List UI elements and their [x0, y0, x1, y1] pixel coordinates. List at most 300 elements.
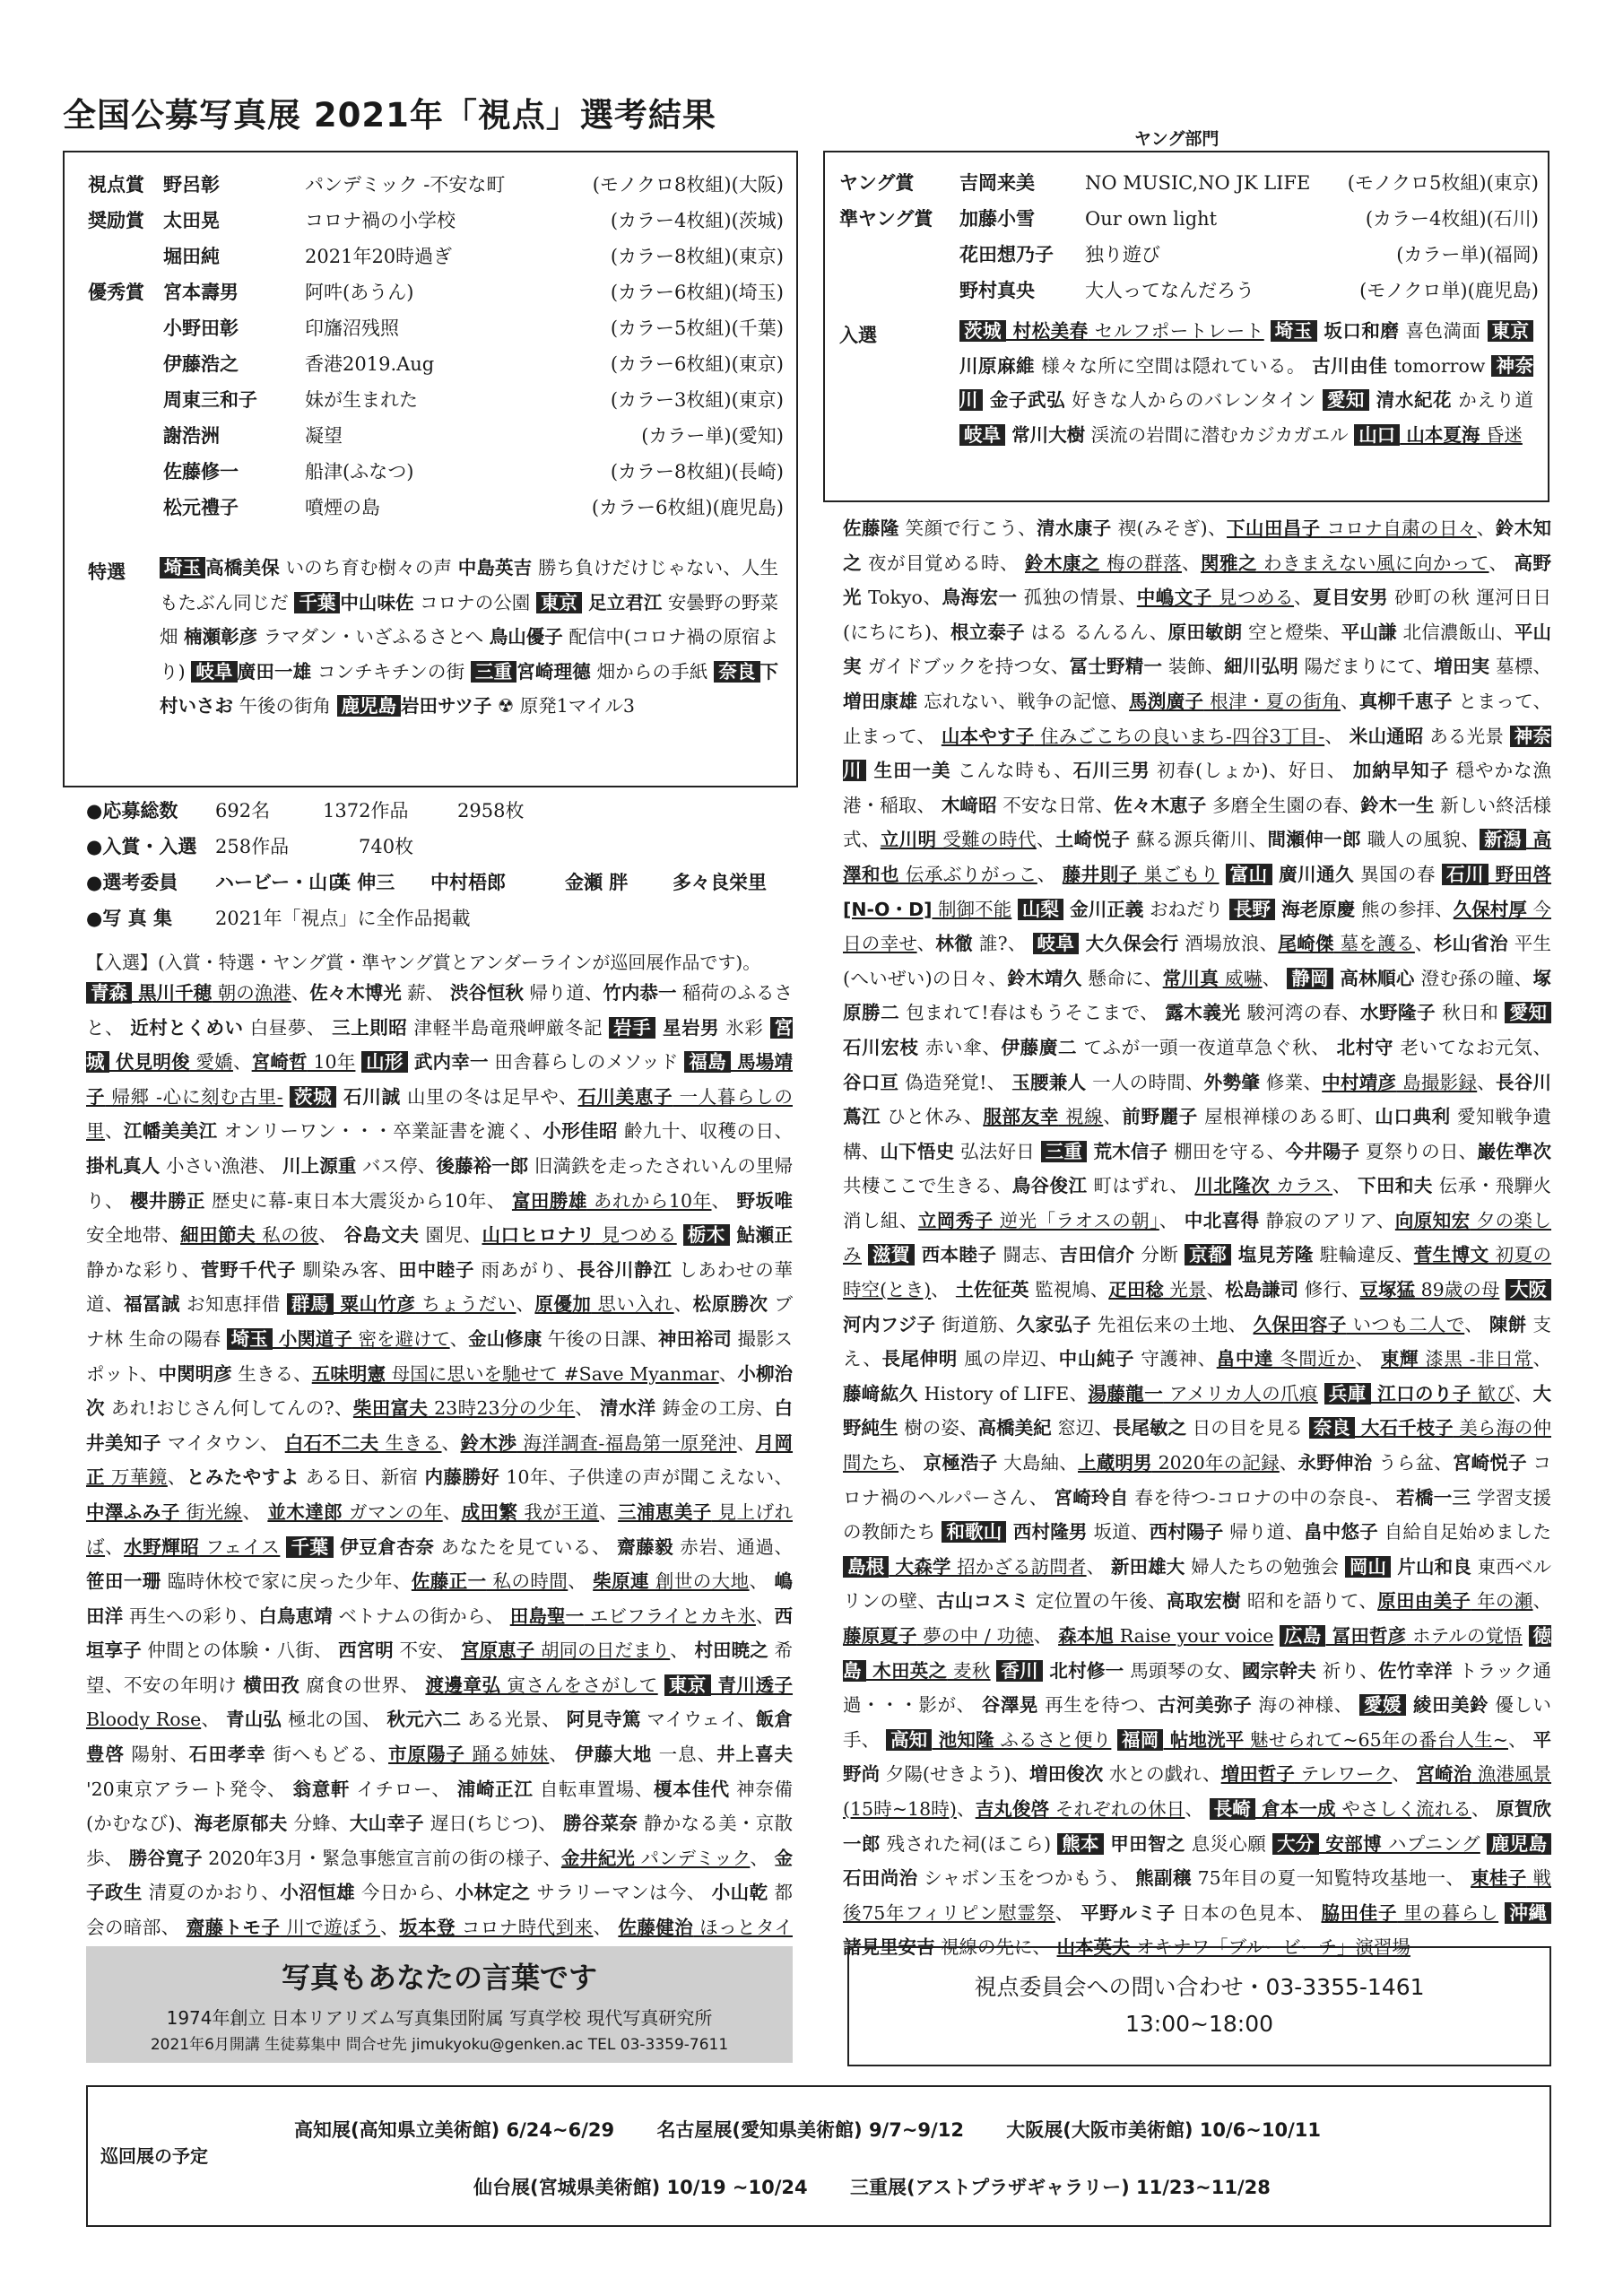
text-fragment: 撮影スポット、: [86, 1327, 793, 1385]
photographer-name: 石田孝幸: [188, 1744, 266, 1766]
text-fragment: マイタウン、: [161, 1431, 285, 1454]
work-title-touring: 川で遊ぼう: [280, 1917, 381, 1939]
photographer-name: 近村とくめい: [130, 1016, 244, 1039]
award-work: パンデミック -不安な町: [305, 174, 506, 196]
photographer-name: 増田俊次: [1029, 1763, 1104, 1786]
work-title-touring: 美ら海の仲間たち: [843, 1417, 1551, 1474]
work-title-touring: それぞれの休日: [1049, 1797, 1185, 1820]
text-fragment: 初春(しょか)、好日、: [1150, 760, 1353, 782]
photographer-name: 中島英吉: [457, 557, 533, 578]
prefecture-badge: 茨城: [290, 1086, 336, 1108]
prefecture-badge: 大阪: [1506, 1279, 1551, 1300]
photographer-name-touring: 疋田稔: [1108, 1279, 1164, 1301]
photographer-name-touring: 東輝: [1380, 1348, 1419, 1370]
text-fragment: [1219, 864, 1226, 885]
text-fragment: 婦人たちの勉強会: [1185, 1555, 1345, 1578]
text-fragment: 棚田を守る、: [1167, 1140, 1286, 1162]
photographer-name-touring: 馬渕廣子: [1129, 690, 1204, 712]
photographer-name-touring: 久保村厚: [1453, 898, 1527, 920]
text-fragment: 静寂のアリア、: [1259, 1209, 1395, 1231]
photographer-name: 新田雄大: [1110, 1555, 1185, 1578]
photographer-name: 中関明彦: [158, 1362, 232, 1385]
photographer-name-touring: 倉本一成: [1254, 1797, 1336, 1820]
photographer-name: 北村修一: [1042, 1659, 1124, 1682]
photographer-name: 白鳥恵靖: [258, 1605, 333, 1627]
photographer-name-touring: 鈴木康之: [1024, 552, 1100, 574]
award-name: 松元禮子: [163, 497, 239, 518]
photographer-name: 楠瀬彰彦: [184, 626, 258, 648]
text-fragment: 空と燈柴、: [1242, 621, 1341, 643]
text-fragment: 笑顔で行こう、: [898, 517, 1037, 539]
photographer-name: 増田康雄: [843, 690, 918, 712]
stat-label: ●応募総数: [86, 800, 178, 822]
photographer-name: 生田一美: [866, 760, 951, 782]
text-fragment: 今日から、: [355, 1882, 456, 1904]
award-row: [65, 274, 796, 310]
award-info: (カラー3枚組)(東京): [610, 389, 784, 411]
photographer-name-touring: 江口のり子: [1370, 1382, 1471, 1405]
text-fragment: 街道筋、: [935, 1313, 1017, 1335]
text-fragment: 愛知戦争遺構、: [843, 1106, 1551, 1162]
photographer-name-touring: 川北隆次: [1194, 1175, 1271, 1197]
text-fragment: 定位置の午後、: [1029, 1590, 1167, 1613]
text-fragment: 、: [931, 1279, 956, 1301]
prefecture-badge: 岩手: [609, 1017, 655, 1039]
prefecture-badge: 鹿児島: [337, 695, 402, 717]
photographer-name: 西村陽子: [1149, 1521, 1224, 1544]
work-title-touring: アメリカ人の爪痕: [1163, 1382, 1318, 1405]
prefecture-badge: 愛知: [1323, 389, 1369, 411]
text-fragment: 、: [1055, 1901, 1081, 1924]
text-fragment: 生きる、: [231, 1362, 312, 1385]
award-award: 視点賞: [88, 174, 144, 196]
photographer-name-touring: 尾崎傑: [1278, 933, 1334, 955]
text-fragment: 大島紬、: [997, 1452, 1078, 1474]
text-fragment: [1011, 899, 1018, 920]
photographer-name: 櫻井勝正: [130, 1189, 205, 1212]
photographer-name: 杉山省治: [1433, 933, 1508, 955]
photographer-name: 大久保会行: [1079, 933, 1179, 955]
award-info: (カラー4枚組)(茨城): [610, 210, 784, 231]
photographer-name-touring: 富田勝雄: [511, 1189, 587, 1212]
work-title-touring: 戦後75年フィリピン慰霊祭: [843, 1867, 1552, 1924]
award-row: [65, 454, 796, 490]
stats-block: [63, 789, 798, 946]
text-fragment: 、: [1532, 1590, 1552, 1613]
text-fragment: かえり道: [1452, 389, 1534, 412]
text-fragment: 蘇る源兵衛川、: [1130, 829, 1268, 851]
photographer-name-touring: 佐藤健治: [618, 1917, 694, 1939]
stat-value: ハービー・山口: [215, 872, 347, 893]
text-fragment: 安全地帯、: [86, 1224, 181, 1247]
photographer-name: 藤﨑紘久: [843, 1382, 918, 1405]
prefecture-badge: 福岡: [1117, 1729, 1163, 1751]
work-title-touring: 招かざる訪問者: [950, 1555, 1087, 1578]
award-row: [825, 237, 1548, 273]
work-title-touring: 根津・夏の街角: [1203, 690, 1341, 712]
text-fragment: 装飾、: [1162, 656, 1225, 678]
award-row: [825, 273, 1548, 309]
prefecture-badge: 三重: [471, 661, 516, 683]
text-fragment: 駿河湾の春、: [1240, 1002, 1360, 1024]
text-fragment: [658, 1674, 664, 1696]
prefecture-badge: 宮城: [86, 1016, 793, 1074]
prose-paragraph: [959, 314, 1533, 452]
photographer-name-touring: 金井紀光: [560, 1847, 635, 1869]
photographer-name: 小林定之: [455, 1882, 531, 1904]
work-title-touring: 年の瀬: [1471, 1590, 1533, 1613]
award-work: 噴煙の島: [305, 497, 380, 518]
text-fragment: [1523, 1625, 1529, 1647]
work-title-touring: 私の彼: [256, 1224, 319, 1247]
text-fragment: 海の神様、: [1252, 1694, 1359, 1717]
prefecture-badge: 岐阜: [1033, 933, 1080, 954]
photographer-name: 諸見里安吉: [843, 1936, 935, 1959]
young-section-title: ヤング部門: [1134, 129, 1219, 149]
text-fragment: 街へもどる、: [265, 1744, 389, 1766]
photographer-name: 塩見芳隆: [1231, 1244, 1314, 1266]
text-fragment: 、: [167, 1466, 187, 1489]
work-title-touring: テレワーク: [1294, 1763, 1393, 1786]
awards-box: [63, 151, 798, 787]
photographer-name: 原田敏朗: [1167, 621, 1243, 643]
photographer-name: 笹田一珊: [86, 1570, 161, 1593]
photographer-name-touring: 大石千枝子: [1354, 1417, 1454, 1439]
work-title-touring: ハプニング: [1382, 1832, 1480, 1855]
photographer-name: 翁意軒: [292, 1778, 351, 1800]
work-title-touring: 朝の漁港: [212, 982, 291, 1004]
tokusen-text: [160, 551, 778, 724]
text-fragment: 監視鳩、: [1028, 1279, 1109, 1301]
text-fragment: 、: [516, 1293, 535, 1316]
work-title-touring: 海洋調査-福島第一原発沖: [516, 1431, 737, 1454]
photographer-name-touring: 藤井則子: [1062, 863, 1138, 885]
text-fragment: 様々な所に空間は隠れている。: [1035, 354, 1313, 377]
photographer-name: 外勢肇: [1203, 1071, 1261, 1093]
work-title-touring: ガマンの年: [343, 1500, 443, 1523]
text-fragment: 馬頭琴の女、: [1124, 1659, 1242, 1682]
work-title-touring: 我が王道: [517, 1500, 600, 1523]
prefecture-badge: 東京: [536, 592, 582, 613]
text-fragment: てふが一頭一夜道草急ぐ秋、: [1077, 1036, 1337, 1058]
photographer-name: 鈴木一生: [1360, 794, 1435, 816]
text-fragment: 、: [1355, 1348, 1381, 1370]
text-fragment: ひと休み、: [881, 1106, 984, 1128]
photographer-name: 鮎瀬正: [729, 1224, 794, 1247]
work-title-touring: いつも二人で: [1346, 1313, 1465, 1335]
photographer-name: 荒木信子: [1087, 1140, 1168, 1162]
text-fragment: 帰り道、: [1223, 1521, 1305, 1544]
photographer-name: 福冨誠: [123, 1293, 180, 1316]
text-fragment: 屋根禅様のある町、: [1197, 1106, 1376, 1128]
prefecture-badge: 山口: [1354, 424, 1400, 446]
text-fragment: ベトナムの街から、: [332, 1605, 510, 1627]
photographer-name: 久家弘子: [1016, 1313, 1092, 1335]
stat-label: ●入賞・入選: [86, 836, 197, 857]
stat-value: 740枚: [359, 836, 414, 857]
work-title-touring: 10年: [307, 1051, 356, 1074]
photographer-name: 露木義光: [1165, 1002, 1241, 1024]
award-row: [65, 346, 796, 382]
text-fragment: 新しい終活様式、: [843, 794, 1551, 851]
photographer-name: 浦崎正江: [456, 1778, 534, 1800]
prefecture-badge: 京都: [1185, 1244, 1231, 1265]
text-fragment: おねだり: [1143, 898, 1229, 920]
stat-value: 258作品: [215, 836, 290, 857]
text-fragment: 馴染み客、: [296, 1258, 399, 1281]
text-fragment: 秋日和: [1436, 1002, 1506, 1024]
stat-row: [63, 796, 798, 829]
text-fragment: 、: [1279, 1452, 1298, 1474]
text-fragment: 神奈備(かむなび)、: [86, 1778, 794, 1835]
photographer-name: 清水紀花: [1369, 389, 1453, 412]
text-fragment: 、: [956, 1797, 976, 1820]
photographer-name: 加納早知子: [1352, 760, 1450, 782]
photographer-name: 土佐征英: [955, 1279, 1029, 1301]
text-fragment: 、: [1181, 552, 1201, 574]
text-fragment: 鋳金の工房、: [655, 1397, 775, 1420]
text-fragment: 赤岩、通過、: [673, 1535, 794, 1558]
photographer-name: 飯倉豊啓: [86, 1709, 793, 1766]
award-work: 阿吽(あうん): [305, 282, 414, 303]
text-fragment: [677, 1224, 683, 1246]
prefecture-badge: 島根: [843, 1556, 889, 1578]
photographer-name: 星岩男: [655, 1016, 720, 1039]
prefecture-badge: 富山: [1226, 864, 1272, 885]
work-title-touring: やさしく流れる: [1335, 1797, 1471, 1820]
photographer-name-touring: 村松美春: [1006, 320, 1089, 342]
work-title-touring: ふるさと便り: [994, 1728, 1112, 1751]
prose-paragraph: [160, 551, 778, 724]
text-fragment: Tokyo、: [862, 587, 942, 609]
award-work: 独り遊び: [1085, 244, 1160, 265]
text-fragment: 旧満鉄を走ったされいんの里帰り、: [86, 1154, 794, 1212]
prefecture-badge: 千葉: [294, 592, 340, 613]
prefecture-badge: 長野: [1229, 899, 1275, 920]
school-ad-heading: 写真もあなたの言葉です: [281, 1961, 597, 1995]
text-fragment: 、: [441, 1431, 461, 1454]
award-row: [65, 382, 796, 418]
photographer-name: 川上源重: [282, 1154, 357, 1177]
work-title-touring: Bloody Rose: [86, 1709, 202, 1731]
tour-nagoya: 名古屋展(愛知県美術館) 9/7~9/12: [656, 2119, 964, 2141]
text-fragment: 分蜂、: [287, 1813, 350, 1835]
text-fragment: あなたを見ている、: [434, 1535, 618, 1558]
text-fragment: 清夏のかおり、: [142, 1882, 281, 1904]
text-fragment: 職人の風貌、: [1360, 829, 1480, 851]
text-fragment: 薪、: [401, 982, 450, 1004]
work-title-touring: 視線: [1058, 1106, 1104, 1128]
text-fragment: 闘志、: [996, 1244, 1060, 1266]
photographer-name: 冨士野精一: [1069, 656, 1163, 678]
photographer-name: 小柳治次: [86, 1362, 794, 1420]
text-fragment: 多磨全生園の春、: [1206, 794, 1361, 816]
stat-value: 多々良栄里: [673, 872, 767, 893]
text-fragment: 砂町の秋 運河日日(にちにち)、: [843, 587, 1551, 643]
photographer-name-touring: 中澤ふみ子: [86, 1500, 180, 1523]
work-title-touring: 万華鏡: [104, 1466, 168, 1489]
text-fragment: 、: [718, 1362, 738, 1385]
text-fragment: 腐食の世界、: [299, 1674, 426, 1696]
photographer-name: 永野伸治: [1298, 1452, 1373, 1474]
photographer-name: 吉田信介: [1059, 1244, 1135, 1266]
work-title-touring: ホテルの覚悟: [1406, 1625, 1523, 1647]
tour-sendai: 仙台展(宮城県美術館) 10/19 ~10/24: [473, 2177, 808, 2198]
award-name: 宮本壽男: [163, 282, 239, 303]
work-title-touring: コロナ自粛の日々: [1320, 517, 1477, 539]
text-fragment: 不安、: [393, 1639, 461, 1662]
work-title-touring: 愛嬌: [189, 1051, 233, 1074]
prefecture-badge: 東京: [664, 1674, 711, 1696]
text-fragment: 異国の春: [1354, 863, 1442, 885]
work-title-touring: わきまえない風に向かって: [1256, 552, 1489, 574]
photographer-name: 清水康子: [1037, 517, 1112, 539]
photographer-name-touring: 石川美恵子: [577, 1085, 673, 1108]
text-fragment: 平生(へいぜい)の日々、: [843, 933, 1552, 989]
work-title-touring: 街光線: [179, 1500, 243, 1523]
photographer-name: 鳥海宏一: [942, 587, 1018, 609]
text-fragment: ある日、新宿: [299, 1466, 425, 1489]
text-fragment: 、: [711, 1189, 737, 1212]
work-title-touring: あれから10年: [586, 1189, 712, 1212]
photographer-name: 秋元六二: [386, 1709, 462, 1731]
text-fragment: 水との戯れ、: [1103, 1763, 1221, 1786]
photographer-name-touring: 伏見明俊: [108, 1051, 190, 1074]
text-fragment: 遅日(ちじつ)、: [423, 1813, 563, 1835]
text-fragment: 忘れない、戦争の記憶、: [917, 690, 1130, 712]
photographer-name-touring: 小関道子: [272, 1327, 352, 1350]
photographer-name-touring: 齋藤トモ子: [186, 1917, 281, 1939]
text-fragment: ☢ 原発1マイル3: [491, 695, 635, 718]
award-row: [65, 203, 796, 239]
text-fragment: 修行、: [1298, 1279, 1360, 1301]
text-fragment: 赤い傘、: [918, 1036, 1002, 1058]
photographer-name: 中山味佐: [340, 591, 414, 613]
text-fragment: 、: [1340, 690, 1359, 712]
text-fragment: 、: [1332, 1175, 1358, 1197]
text-fragment: 、: [593, 1917, 619, 1939]
work-title-touring: オキナワ「ブルービーチ」演習場: [1130, 1936, 1410, 1959]
text-fragment: 帰り道、: [523, 982, 603, 1004]
text-fragment: トラック通過・・・影が、: [843, 1659, 1552, 1717]
text-fragment: 仲間との体験・八街、: [141, 1639, 339, 1662]
photographer-name-touring: 藤原夏子: [843, 1625, 917, 1647]
text-fragment: 窓辺、: [1051, 1417, 1113, 1439]
text-fragment: 、: [1488, 552, 1515, 574]
photographer-name-touring: 上蔵明男: [1078, 1452, 1152, 1474]
photographer-name: 鳥山優子: [489, 626, 563, 648]
school-ad-box: [86, 1946, 793, 2063]
photographer-name: 石川宏枝: [843, 1036, 919, 1058]
prefecture-badge: 高知: [886, 1729, 932, 1751]
text-fragment: 渓流の岩間に潜むカジカガエル: [1085, 423, 1355, 446]
photographer-name: 井上喜夫: [716, 1744, 794, 1766]
text-fragment: 先祖伝来の土地、: [1091, 1313, 1254, 1335]
tour-schedule-box: [86, 2085, 1551, 2227]
photographer-name: 神田裕司: [657, 1327, 732, 1350]
tour-mie: 三重展(アストプラザギャラリー) 11/23~11/28: [849, 2177, 1271, 2198]
photographer-name-touring: 山本やす子: [941, 725, 1035, 747]
photographer-name: 北村守: [1336, 1036, 1394, 1058]
award-row: [65, 490, 796, 526]
text-fragment: 、: [1324, 725, 1350, 747]
text-fragment: 分断: [1134, 1244, 1185, 1266]
photographer-name: 石川三男: [1072, 760, 1150, 782]
work-title-touring: 漆黒 -非日常: [1419, 1348, 1533, 1370]
photographer-name: 石田尚治: [843, 1867, 918, 1890]
inquiry-box: [847, 1946, 1551, 2066]
text-fragment: 、: [1103, 1106, 1123, 1128]
photographer-name-touring: 菅生博文: [1413, 1244, 1489, 1266]
photographer-name: 足立君江: [581, 591, 663, 613]
award-work: 大人ってなんだろう: [1085, 280, 1254, 301]
photographer-name-touring: 増田哲子: [1220, 1763, 1295, 1786]
photographer-name: 白井美知子: [86, 1397, 794, 1454]
photographer-name: 前野麗子: [1122, 1106, 1198, 1128]
award-info: (カラー単)(愛知): [641, 425, 784, 447]
photographer-name: 若橋一三: [1396, 1486, 1471, 1509]
work-title-touring: 今日の幸せ: [843, 898, 1551, 955]
text-fragment: 坂道、: [1087, 1521, 1150, 1544]
text-fragment: 、: [599, 1500, 619, 1523]
work-title-touring: 踊る姉妹: [464, 1744, 550, 1766]
text-fragment: 、: [736, 1431, 756, 1454]
text-fragment: 伝承・飛騨火消し組、: [843, 1175, 1552, 1231]
photographer-name: 勝谷寛子: [128, 1847, 203, 1869]
photographer-name: 畠中悠子: [1304, 1521, 1378, 1544]
stat-row: [63, 904, 798, 936]
text-fragment: 北信濃飯山、: [1396, 621, 1515, 643]
prefecture-badge: 神奈川: [959, 354, 1533, 412]
prefecture-badge: 徳島: [843, 1625, 1551, 1682]
photographer-name: 巌佐準次: [1477, 1140, 1551, 1162]
photographer-name: 西村隆男: [1006, 1521, 1088, 1544]
prefecture-badge: 福島: [684, 1051, 730, 1073]
text-fragment: 午後の街角: [233, 695, 337, 718]
photographer-name: 松原勝次: [692, 1293, 768, 1316]
work-title-touring: 初夏の時空(とき): [843, 1244, 1552, 1301]
text-fragment: ある光景: [1423, 725, 1510, 747]
text-fragment: 、: [449, 1327, 469, 1350]
text-fragment: ブナ林 生命の陽春: [86, 1293, 794, 1350]
text-fragment: 、: [1036, 829, 1055, 851]
text-fragment: 、: [1086, 1555, 1111, 1578]
text-fragment: いのち育む樹々の声: [279, 557, 458, 578]
photographer-name-touring: 吉丸俊啓: [975, 1797, 1050, 1820]
photographer-name: 下田和夫: [1357, 1175, 1433, 1197]
text-fragment: 再生への彩り、: [123, 1605, 259, 1627]
award-work: 香港2019.Aug: [305, 353, 435, 375]
text-fragment: 畑からの手紙: [590, 660, 715, 683]
photographer-name-touring: 山本夏海: [1400, 423, 1480, 446]
photographer-name: 京極浩子: [923, 1452, 998, 1474]
work-title-touring: 逆光「ラオスの朝」: [993, 1209, 1159, 1231]
text-fragment: 日本の色見本、: [1175, 1901, 1322, 1924]
photographer-name: 山口典利: [1375, 1106, 1451, 1128]
photographer-name-touring: 原優加: [534, 1293, 592, 1316]
photographer-name: 渋谷恒秋: [449, 982, 524, 1004]
text-fragment: 日の目を見る: [1186, 1417, 1309, 1439]
photographer-name: 金山修康: [468, 1327, 542, 1350]
photographer-name: 小沼恒雄: [280, 1882, 356, 1904]
young-nyusen-text: [959, 314, 1533, 452]
prefecture-badge: 新潟: [1480, 829, 1526, 850]
award-name: 太田晃: [163, 210, 220, 231]
text-fragment: 学習支援の教師たち: [843, 1486, 1552, 1544]
text-fragment: 再生を待つ、: [1038, 1694, 1158, 1717]
photographer-name: 廣川通久: [1271, 863, 1355, 885]
award-award: 準ヤング賞: [839, 208, 933, 230]
